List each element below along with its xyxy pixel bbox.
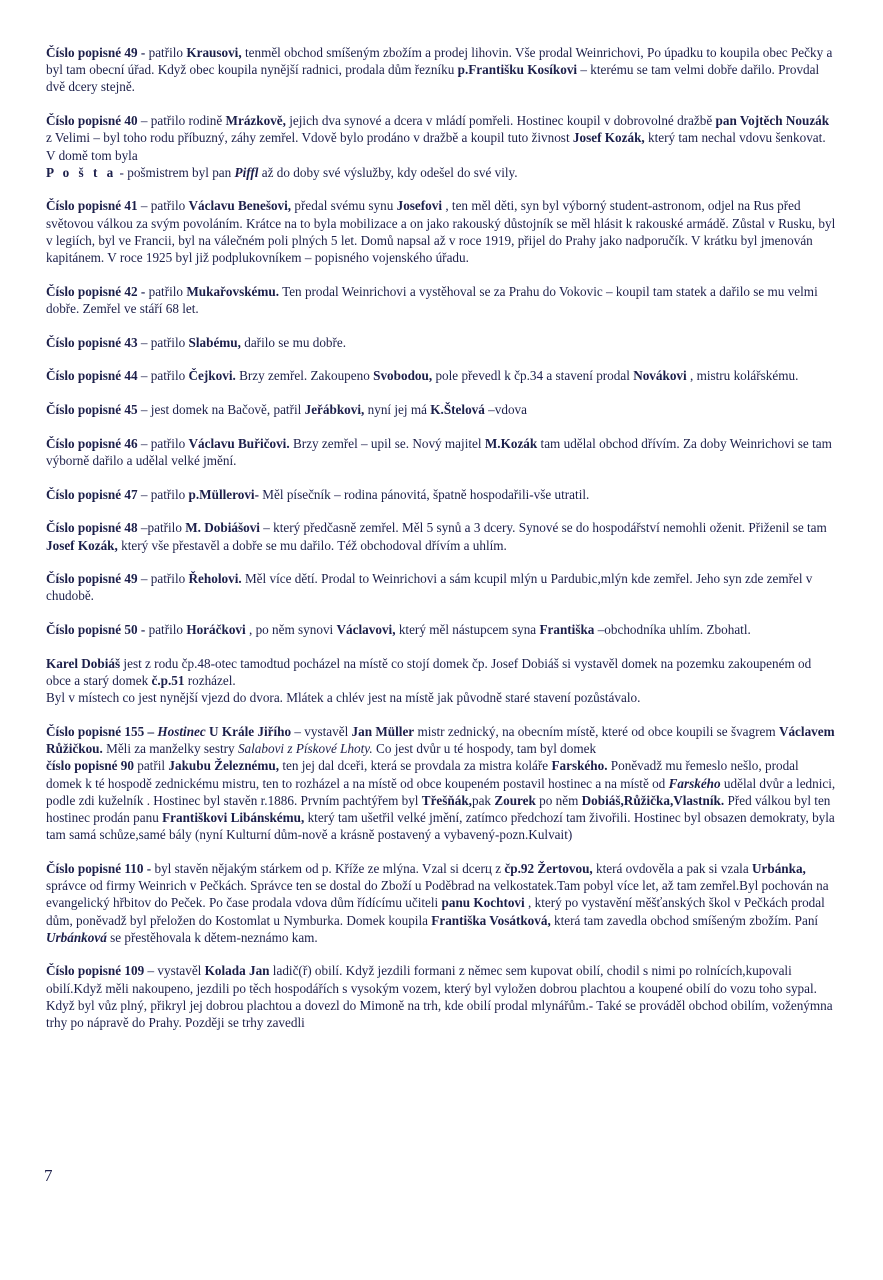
text-run: který vše přestavěl a dobře se mu dařilo. Též obchodoval dřívím a uhlím. [117, 537, 507, 553]
text-run: – patřilo [137, 334, 189, 350]
text-run: nyní jej má [364, 402, 431, 418]
text-run: Byl v místech co jest nynější vjezd do dvora. Mlátek a chlév jest na místě jak původně staré stavení pozůstávalo. [46, 690, 641, 706]
text-run: Brzy zemřel. Zakoupeno [235, 368, 374, 384]
emphasized-text: Farského. [551, 758, 608, 774]
emphasized-text: Jeřábkovi, [304, 402, 365, 418]
emphasized-text: číslo popisné 90 [46, 758, 134, 774]
emphasized-text: Horáčkovi [186, 622, 246, 638]
emphasized-text: Mrázkově, [225, 113, 286, 129]
text-run: ladič(ř) obilí. Když jezdili formani z němec sem kupovat obilí, chodil s nimi po rolnících,kupovali obilí.Když měli nakoupeno, jezdili po těch hospodářích s vysokým vozem, který byl vyložen dobrou plachtou a koupené obilí do vozu toho sypal. Když byl vůz plný, přikryl jej dobrou plachtou a dovezl do Mimoně na trh, kde obilí prodal mlynářům.- Také se prováděl obchod obilím, voženýmna trhy po nápravě do Prahy. Později se trhy zavedli [46, 963, 833, 1031]
entry-paragraph [46, 401, 836, 418]
text-run: Měli za manželky sestry [102, 741, 238, 757]
emphasized-text: Zourek [494, 792, 536, 808]
text-run: – kterému se tam velmi dobře dařilo. Provdal dvě dcery stejně. [46, 62, 820, 95]
emphasized-text: K.Štelová [430, 402, 485, 418]
text-run: – patřilo [137, 571, 189, 587]
entry-paragraph [46, 519, 836, 553]
emphasized-text: Číslo popisné 49 - [46, 45, 149, 60]
text-run: po něm [535, 792, 582, 808]
emphasized-text: Josefovi [396, 198, 443, 214]
emphasized-text: Salabovi z Pískové Lhoty. [237, 741, 373, 757]
emphasized-text: Slabému, [188, 334, 241, 350]
text-run: ten jej dal dceři, která se provdala za mistra koláře [279, 758, 552, 774]
text-run: Před válkou byl ten hostinec prodán panu [46, 792, 831, 825]
text-run: patřilo [145, 283, 187, 299]
text-run: který měl nástupcem syna [395, 622, 540, 638]
text-run: patřil [133, 758, 169, 774]
emphasized-text: pan Vojtěch Nouzák [715, 113, 830, 129]
page-number: 7 [44, 1166, 53, 1185]
text-run: rozházel. [184, 673, 236, 689]
emphasized-text: Jakubu Železnému, [168, 758, 280, 774]
text-run: - pošmistrem byl pan [116, 164, 235, 180]
text-run: který tam nechal vdovu šenkovat. V domě tom byla [46, 130, 826, 163]
text-run: Poněvadž mu řemeslo nešlo, prodal domek k té hospodě zednickému mistru, ten to rozházel a na místě od obce koupeném postavil hostinec a na místě od [46, 758, 799, 791]
text-run: pak [471, 792, 495, 808]
text-run: která tam zavedla obchod smíšeným zbožím. Paní [550, 912, 819, 928]
text-run: patřilo [145, 622, 187, 638]
emphasized-text: Třešňák, [421, 792, 472, 808]
emphasized-text: Číslo popisné 50 - [46, 622, 146, 638]
emphasized-text: Josef Kozák, [46, 537, 118, 553]
entry-paragraph [46, 621, 836, 638]
emphasized-text: p.Müllerovi- [188, 486, 259, 502]
emphasized-text: čp.92 Žertovou, [504, 860, 593, 876]
emphasized-text: Krausovi, [186, 45, 242, 60]
entry-paragraph [46, 435, 836, 469]
text-column [46, 44, 836, 1048]
text-run: – jest domek na Bačově, patřil [137, 402, 305, 418]
text-run: se přestěhovala k dětem-neznámo kam. [106, 929, 318, 945]
text-run: tenměl obchod smíšeným zbožím a prodej lihovin. Vše prodal Weinrichovi, Po úpadku to koupila obec Pečky a byl tam obecní úřad. Když obec koupila nynější radnici, prodala dům řezníku [46, 45, 833, 78]
emphasized-text: Urbánková [46, 929, 107, 945]
emphasized-text: č.p.51 [151, 673, 185, 689]
emphasized-text: Číslo popisné 47 [46, 486, 138, 502]
emphasized-text: Svobodou, [373, 368, 433, 384]
entry-paragraph [46, 655, 836, 707]
emphasized-text: Václavu Buřičovi. [188, 435, 290, 451]
emphasized-text: Františka [539, 622, 595, 638]
text-run: jejich dva synové a dcera v mládí pomřeli. Hostinec koupil v dobrovolné dražbě [285, 113, 716, 129]
emphasized-text: Jan Müller [351, 723, 415, 739]
emphasized-text: p.Františku Kosíkovi [457, 62, 578, 78]
emphasized-text: Číslo popisné 49 [46, 571, 138, 587]
emphasized-text: Václavu Benešovi, [188, 198, 292, 214]
emphasized-text: M.Kozák [484, 435, 538, 451]
emphasized-text: Václavem Růžičkou. [46, 723, 835, 757]
emphasized-text: Číslo popisné 109 [46, 963, 145, 979]
emphasized-text: P o š t a [46, 164, 117, 180]
text-run: mistr zednický, na obecním místě, které od obce koupili se švagrem [414, 723, 779, 739]
emphasized-text: Kolada Jan [204, 963, 270, 979]
text-run: – patřilo [137, 198, 189, 214]
text-run: – vystavěl [291, 723, 352, 739]
emphasized-text: U Krále Jiřího [205, 723, 292, 739]
emphasized-text: Mukařovskému. [186, 283, 280, 299]
text-run: Ten prodal Weinrichovi a vystěhoval se za Prahu do Vokovic – koupil tam statek a dařilo se mu velmi dobře. Zemřel ve stáří 68 let. [46, 283, 818, 316]
emphasized-text: Josef Kozák, [572, 130, 645, 146]
emphasized-text: Číslo popisné 110 - [46, 860, 152, 876]
entry-paragraph [46, 283, 836, 317]
text-run: , ten měl děti, syn byl výborný student-astronom, odjel na Rus před světovou válkou za svým povoláním. Krátce na to byla mobilizace a on jako rakouský důstojník se měl hlásit k rakouské armádě. Zůstal v Rusku, byl v legiích, byl ve Francii, byl na válečném poli plných 5 let. Domů napsal až v roce 1919, přijel do Prahy jako nadporučík. V krátku byl jmenován kapitánem. V roce 1925 byl již podplukovníkem – popisného vojenského úřadu. [46, 198, 836, 266]
emphasized-text: Piffl [234, 164, 259, 180]
text-run: –patřilo [137, 520, 186, 536]
entry-paragraph [46, 367, 836, 384]
emphasized-text: Číslo popisné 45 [46, 402, 138, 418]
text-run: pole převedl k čp.34 a stavení prodal [432, 368, 634, 384]
emphasized-text: Číslo popisné 48 [46, 520, 138, 536]
text-run: jest z rodu čp.48-otec tamodtud pocházel na místě co stojí domek čp. Josef Dobiáš si vystavěl domek na pozemku zakoupeném od obce a starý domek [46, 655, 812, 689]
text-run: který tam ušetřil velké jmění, zatímco předchozí tam živořili. Hostinec byl obsazen demokraty, byla tam samá schůze,samé bály (nyní Kulturní dům-nově a krásně postavený a vybavený-pozn.Kulvait) [46, 810, 835, 843]
emphasized-text: Číslo popisné 42 - [46, 283, 146, 299]
text-run: která ovdověla a pak si vzala [592, 860, 752, 876]
text-run: dařilo se mu dobře. [240, 334, 347, 350]
emphasized-text: M. Dobiášovi [185, 520, 260, 536]
emphasized-text: Farského [668, 775, 721, 791]
text-run: , mistru kolářskému. [686, 368, 799, 384]
text-run: předal svému synu [291, 198, 397, 214]
emphasized-text: Novákovi [633, 368, 687, 384]
entry-paragraph [46, 112, 836, 181]
text-run: Měl více dětí. Prodal to Weinrichovi a sám kcupil mlýn u Pardubic,mlýn kde zemřel. Jeho syn zde zemřel v chudobě. [46, 571, 813, 604]
text-run: až do doby své výslužby, kdy odešel do své vily. [258, 164, 518, 180]
entry-paragraph [46, 570, 836, 604]
emphasized-text: Číslo popisné 43 [46, 334, 138, 350]
entry-paragraph [46, 486, 836, 503]
emphasized-text: Číslo popisné 155 – [46, 723, 158, 739]
emphasized-text: Čejkovi. [188, 368, 236, 384]
emphasized-text: Urbánka, [751, 860, 806, 876]
text-run: – patřilo [137, 368, 189, 384]
text-run: , který po vystavění měšťanských škol v Pečkách prodal dům, poněvadž byl přeložen do Kostomlat u Nymburka. Domek koupila [46, 895, 825, 928]
text-run: – vystavěl [144, 963, 205, 979]
emphasized-text: Hostinec [157, 723, 206, 739]
text-run: –obchodníka uhlím. Zbohatl. [594, 622, 751, 638]
text-run: byl stavěn nějakým stárkem od p. Kříže ze mlýna. Vzal si dcerц z [151, 860, 505, 876]
entry-paragraph [46, 962, 836, 1031]
text-run: tam udělal obchod dřívím. Za doby Weinrichovi se tam výborně dařilo a udělal velké jmění. [46, 435, 832, 468]
emphasized-text: Číslo popisné 41 [46, 198, 138, 214]
text-run: správce od firmy Weinrich v Pečkách. Správce ten se dostal do Zboží u Poděbrad na velkostatek.Tam pobyl více let, až tam zemřel.Byl pochován na evangelický hřbitov do Peček. Po čase prodala vdova dům řídícímu učiteli [46, 878, 829, 911]
text-run: patřilo [148, 45, 187, 60]
text-run: z Velimi – byl toho rodu příbuzný, záhy zemřel. Vdově bylo prodáno v dražbě a koupil tuto živnost [46, 130, 573, 146]
text-run: – patřilo rodině [137, 113, 226, 129]
emphasized-text: Dobiáš,Růžička,Vlastník. [581, 792, 725, 808]
emphasized-text: Číslo popisné 40 [46, 113, 138, 129]
text-run: – patřilo [137, 486, 189, 502]
text-run: Měl písečník – rodina pánovitá, špatně hospodařili-vše utratil. [258, 486, 590, 502]
entry-paragraph [46, 723, 836, 843]
text-run: – patřilo [137, 435, 189, 451]
text-run: – který předčasně zemřel. Měl 5 synů a 3 dcery. Synové se do hospodářství nemohli oženit. Přiženil se tam [259, 520, 827, 536]
emphasized-text: Řeholovi. [188, 571, 242, 587]
emphasized-text: Číslo popisné 46 [46, 435, 138, 451]
emphasized-text: Karel Dobiáš [46, 655, 121, 671]
text-run: Co jest dvůr u té hospody, tam byl domek [372, 741, 597, 757]
text-run: udělal dvůr a lednici, podle zdi kuželník . Hostinec byl stavěn r.1886. Prvním pachtýřem byl [46, 775, 836, 808]
entry-paragraph [46, 334, 836, 351]
entry-paragraph [46, 860, 836, 946]
text-run: , po něm synovi [245, 622, 337, 638]
text-run: –vdova [484, 402, 527, 418]
emphasized-text: panu Kochtovi [441, 895, 525, 911]
emphasized-text: Číslo popisné 44 [46, 368, 138, 384]
emphasized-text: Františka Vosátková, [431, 912, 551, 928]
text-run: Brzy zemřel – upil se. Nový majitel [289, 435, 485, 451]
entry-paragraph [46, 197, 836, 266]
emphasized-text: Václavovi, [336, 622, 396, 638]
entry-paragraph [46, 44, 836, 96]
emphasized-text: Františkovi Libánskému, [162, 810, 305, 825]
